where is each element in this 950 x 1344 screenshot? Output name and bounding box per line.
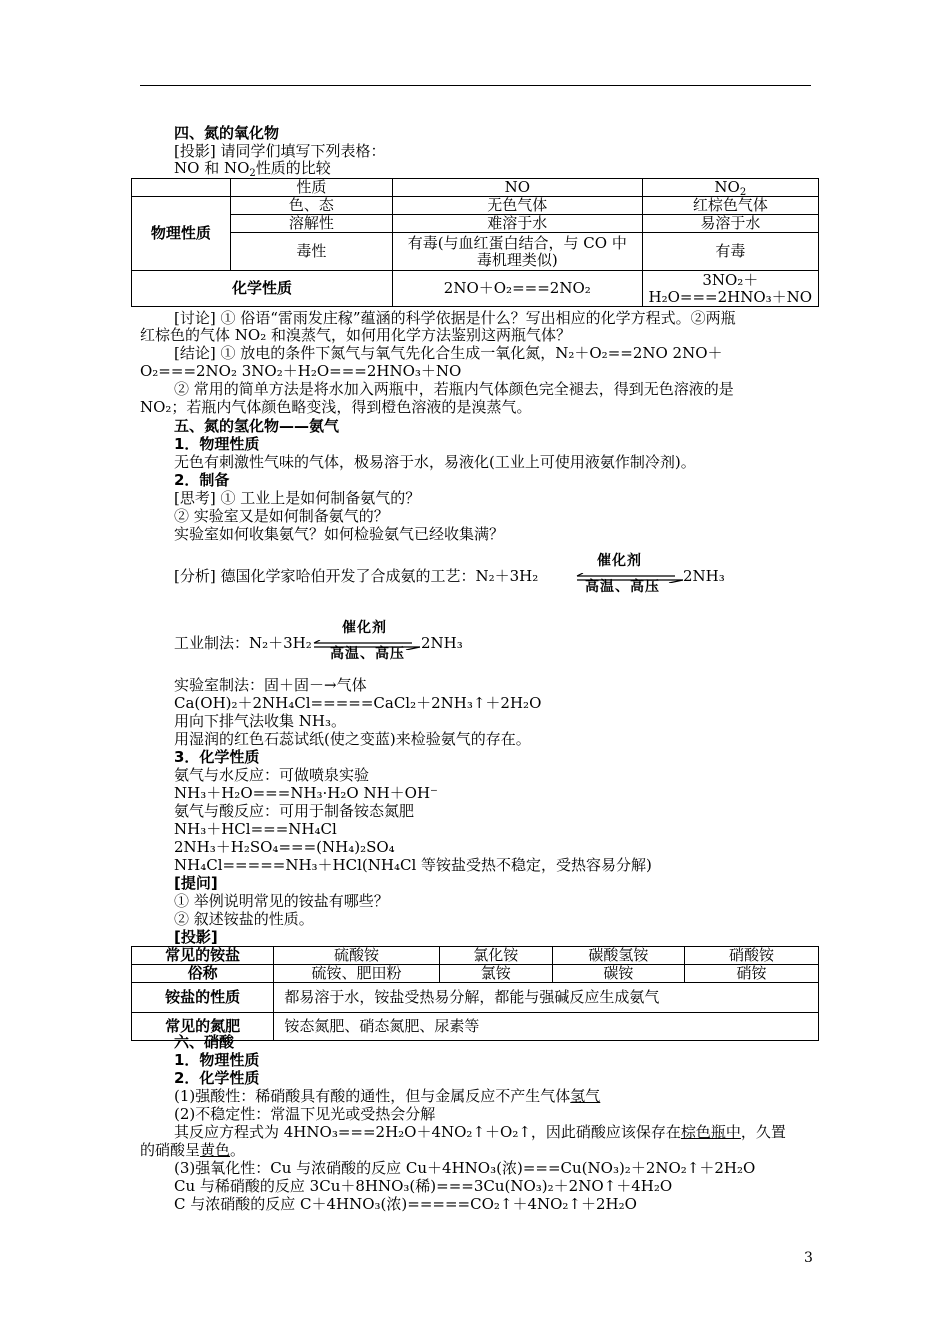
nitric-chemical: 2．化学性质 [174,1069,260,1087]
catalyst-arrow-2: 催化剂 高温、高压 [312,622,442,662]
header-no: NO [392,179,642,197]
question-1: ① 举例说明常见的铵盐有哪些？ [174,892,389,910]
header-no2: $NO_2$ [642,179,818,197]
chem-line-2: NH₃＋H₂O===NH₃·H₂O NH＋OH⁻ [174,784,438,802]
catalyst-arrow-1: 催化剂 高温、高压 [575,555,705,595]
conclusion-line-4: NO₂；若瓶内气体颜色略变浅，得到橙色溶液的是溴蒸气。 [140,398,532,416]
lab-method: 实验室制法：固＋固－→气体 [174,676,367,694]
table-caption: NO 和 $NO_2$性质的比较 [174,159,331,179]
physical-text: 无色有刺激性气味的气体，极易溶于水，易液化(工业上可使用液氨作制冷剂)。 [174,453,696,471]
subsection-chemical: 3．化学性质 [174,748,260,766]
physical-properties-label: 物理性质 [132,197,231,271]
question-label: [提问] [174,874,218,892]
subsection-physical: 1．物理性质 [174,435,260,453]
projection-prompt: [投影] 请同学们填写下列表格： [174,142,386,160]
acid-line-3: 其反应方程式为 4HNO₃===2H₂O＋4NO₂↑＋O₂↑，因此硝酸应该保存在棕色瓶中，久置 [174,1123,786,1141]
acid-line-1: (1)强酸性：稀硝酸具有酸的通性，但与金属反应不产生气体氢气 [174,1087,601,1105]
lab-test: 用湿润的红色石蕊试纸(使之变蓝)来检验氨气的存在。 [174,730,531,748]
conclusion-line-1: [结论] ① 放电的条件下氮气与氧气先化合生成一氧化氮，N₂＋O₂==2NO 2NO＋ [174,344,723,362]
page-number: 3 [804,1250,813,1266]
chemical-properties-label: 化学性质 [132,271,393,307]
discussion-line-2: 红棕色的气体 NO₂ 和溴蒸气，如何用化学方法鉴别这两瓶气体？ [140,326,571,344]
lab-collect: 用向下排气法收集 NH₃。 [174,712,346,730]
acid-line-4: 的硝酸呈黄色。 [140,1141,246,1159]
analysis-product: 2NH₃ [683,567,725,585]
projection-label: [投影] [174,928,218,946]
subsection-preparation: 2．制备 [174,471,230,489]
no-no2-table: 性质 NO $NO_2$ 物理性质 色、态 无色气体 红棕色气体 溶解性 难溶于水 易溶于水 毒性 有毒(与血红蛋白结合，与 CO 中 毒机理类似) 有毒 化学性质 2NO＋O₂===2NO₂ 3NO₂＋ H₂O===2HNO₃＋NO [131,178,819,307]
section-5-title: 五、氮的氢化物——氨气 [174,417,340,435]
think-line-1: [思考] ① 工业上是如何制备氨气的？ [174,489,421,507]
nitric-physical: 1．物理性质 [174,1051,260,1069]
analysis-line: [分析] 德国化学家哈伯开发了合成氨的工艺：N₂＋3H₂ [174,567,539,585]
acid-line-5: (3)强氧化性：Cu 与浓硝酸的反应 Cu＋4HNO₃(浓)===Cu(NO₃)₂＋2NO₂↑＋2H₂O [174,1159,756,1177]
chem-line-5: 2NH₃＋H₂SO₄===(NH₄)₂SO₄ [174,838,395,856]
section-6-title: 六、硝酸 [174,1033,235,1051]
header-rule [140,85,811,86]
acid-line-7: C 与浓硝酸的反应 C＋4HNO₃(浓)=====CO₂↑＋4NO₂↑＋2H₂O [174,1195,637,1213]
acid-line-6: Cu 与稀硝酸的反应 3Cu＋8HNO₃(稀)===3Cu(NO₃)₂＋2NO↑＋4H₂O [174,1177,673,1195]
chem-line-6: NH₄Cl=====NH₃＋HCl(NH₄Cl 等铵盐受热不稳定，受热容易分解) [174,856,652,874]
conclusion-line-2: O₂===2NO₂ 3NO₂＋H₂O===2HNO₃＋NO [140,362,462,380]
think-line-3: 实验室如何收集氨气？如何检验氨气已经收集满？ [174,525,505,543]
ammonium-salt-table: 常见的铵盐 硫酸铵 氯化铵 碳酸氢铵 硝酸铵 俗称 硫铵、肥田粉 氯铵 碳铵 硝铵 铵盐的性质 都易溶于水，铵盐受热易分解，都能与强碱反应生成氨气 常见的氮肥 铵态氮肥、硝态氮肥、尿素等 [131,946,819,1041]
lab-equation: Ca(OH)₂＋2NH₄Cl=====CaCl₂＋2NH₃↑＋2H₂O [174,694,542,712]
acid-line-2: (2)不稳定性：常温下见光或受热会分解 [174,1105,436,1123]
chem-line-1: 氨气与水反应：可做喷泉实验 [174,766,370,784]
conclusion-line-3: ② 常用的简单方法是将水加入两瓶中，若瓶内气体颜色完全褪去，得到无色溶液的是 [174,380,734,398]
industrial-product: 2NH₃ [421,634,463,652]
header-property: 性质 [230,179,392,197]
chem-line-3: 氨气与酸反应：可用于制备铵态氮肥 [174,802,415,820]
chem-line-4: NH₃＋HCl===NH₄Cl [174,820,337,838]
section-4-title: 四、氮的氧化物 [174,124,280,142]
discussion-line-1: [讨论] ① 俗语“雷雨发庄稼”蕴涵的科学依据是什么？写出相应的化学方程式。②两瓶 [174,309,736,327]
think-line-2: ② 实验室又是如何制备氨气的？ [174,507,389,525]
question-2: ② 叙述铵盐的性质。 [174,910,314,928]
industrial-method: 工业制法：N₂＋3H₂ [174,634,312,652]
